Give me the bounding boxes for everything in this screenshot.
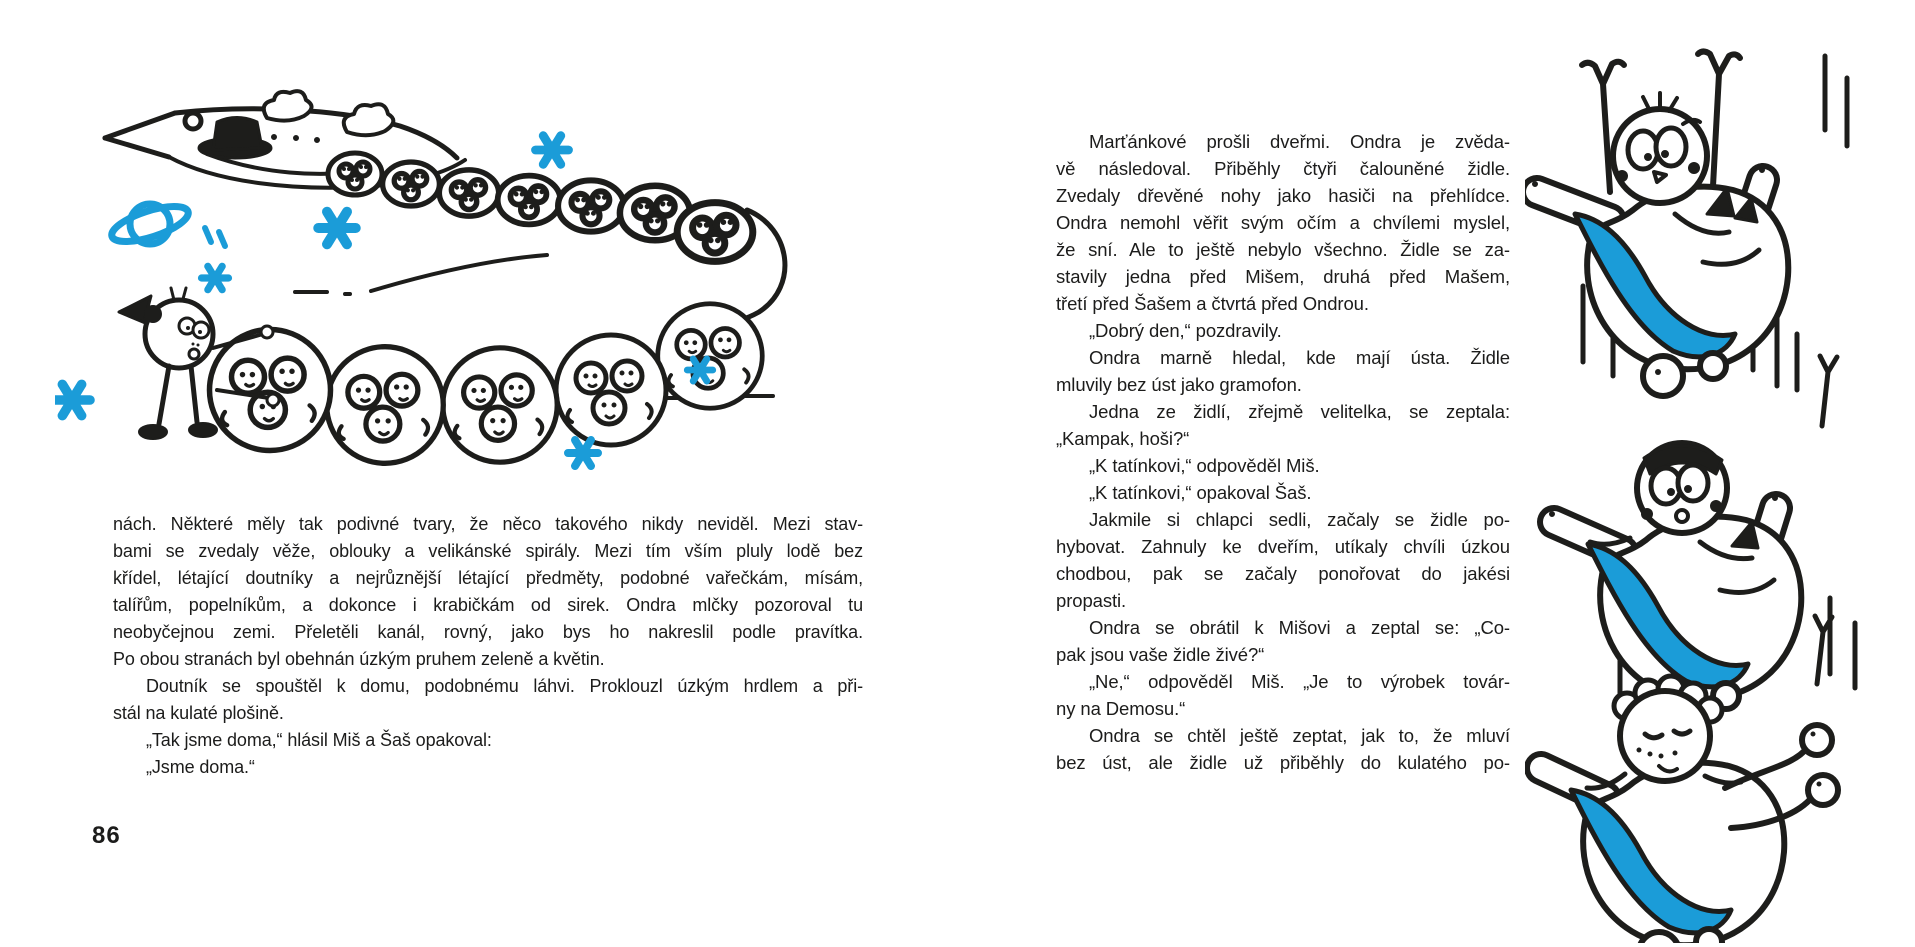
passenger-bubbles-bottom [210,304,763,464]
blue-star-icon [536,136,569,165]
text-line: talířům, popelníkům, a dokonce i krabičkám od sirek. Ondra mlčky pozoroval tu [113,595,863,615]
blue-star-icon [55,384,90,415]
text-line: stál na kulaté plošině. [113,703,284,723]
text-line: Ondra se obrátil k Mišovi a zeptal se: „Co- [1089,617,1510,638]
text-line: Jedna ze židlí, zřejmě velitelka, se zeptala: [1089,401,1510,422]
falling-chairs-illustration [1525,38,1915,943]
text-line: Jakmile si chlapci sedli, začaly se židle po- [1089,509,1510,530]
text-line: Zvedaly dřevěné nohy jako hasiči na přehlídce. [1056,185,1510,206]
text-line: nách. Některé měly tak podivné tvary, že něco takového nikdy neviděl. Mezi stav- [113,514,863,534]
spaceship-crowd-svg [55,60,795,480]
text-line: „Dobrý den,“ pozdravily. [1089,320,1282,341]
spaceship-crowd-illustration [55,60,795,480]
chair-rider-2 [1552,356,1837,726]
saturn-planet-icon [108,199,192,248]
page-number: 86 [92,822,121,849]
text-line: že sní. Ale to ještě nebylo všechno. Židle se za- [1056,239,1510,260]
text-line: „Ne,“ odpověděl Miš. „Je to výrobek továr- [1089,671,1510,692]
falling-chairs-svg [1525,38,1915,943]
text-line: „Jsme doma.“ [146,757,255,777]
text-line: hybovat. Zahnuly ke dveřím, utíkaly chvíli úzkou [1056,536,1510,557]
text-line: neobyčejnou zemi. Přeletěli kanál, rovný, jako bys ho nakreslil podle pravítka. [113,622,863,642]
text-line: Po obou stranách byl obehnán úzkým pruhem zeleně a květin. [113,649,605,669]
left-page-text [113,511,863,781]
text-line: Doutník se spouštěl k domu, podobnému láhvi. Proklouzl úzkým hrdlem a při- [146,676,863,696]
blue-star-icon [318,212,356,245]
blue-dash-marks [205,228,225,246]
text-line: Ondra marně hledal, kde mají ústa. Židle [1089,347,1510,368]
text-line: Ondra se chtěl ještě zeptat, jak to, že mluví [1089,725,1510,746]
text-line: bez úst, ale židle už přiběhly do kulatého po- [1056,752,1510,773]
text-line: „K tatínkovi,“ opakoval Šaš. [1089,482,1312,503]
text-line: bami se zvedaly věže, oblouky a velikánské spirály. Mezi tím vším pluly lodě bez [113,541,863,561]
text-line: ny na Demosu.“ [1056,698,1186,719]
text-line: „Kampak, hoši?“ [1056,428,1190,449]
text-line: Marťánkové prošli dveřmi. Ondra je zvěda- [1089,131,1510,152]
rocket-funnel [199,118,271,159]
blue-star-icon [202,266,229,289]
text-line: propasti. [1056,590,1127,611]
passenger-bubbles-top [328,153,753,261]
text-line: Ondra nemohl věřit svým očím a chvílemi myslel, [1056,212,1510,233]
text-line: chodbou, pak se začaly ponořovat do jakési [1056,563,1510,584]
text-line: vě následoval. Přiběhly čtyři čalouněné židle. [1056,158,1510,179]
text-line: stavily jedna před Mišem, druhá před Mašem, [1056,266,1510,287]
text-line: „K tatínkovi,“ odpověděl Miš. [1089,455,1320,476]
text-line: mluvily bez úst jako gramofon. [1056,374,1302,395]
text-line: křídel, létající doutníky a nejrůznější létající předměty, podobné vařečkám, mísám, [113,568,863,588]
text-line: pak jsou vaše židle živé?“ [1056,644,1265,665]
chair-rider-1 [1535,52,1788,397]
text-line: „Tak jsme doma,“ hlásil Miš a Šaš opakoval: [146,730,492,750]
text-line: třetí před Šašem a čtvrtá před Ondrou. [1056,293,1369,314]
right-page-text [1056,128,1510,776]
